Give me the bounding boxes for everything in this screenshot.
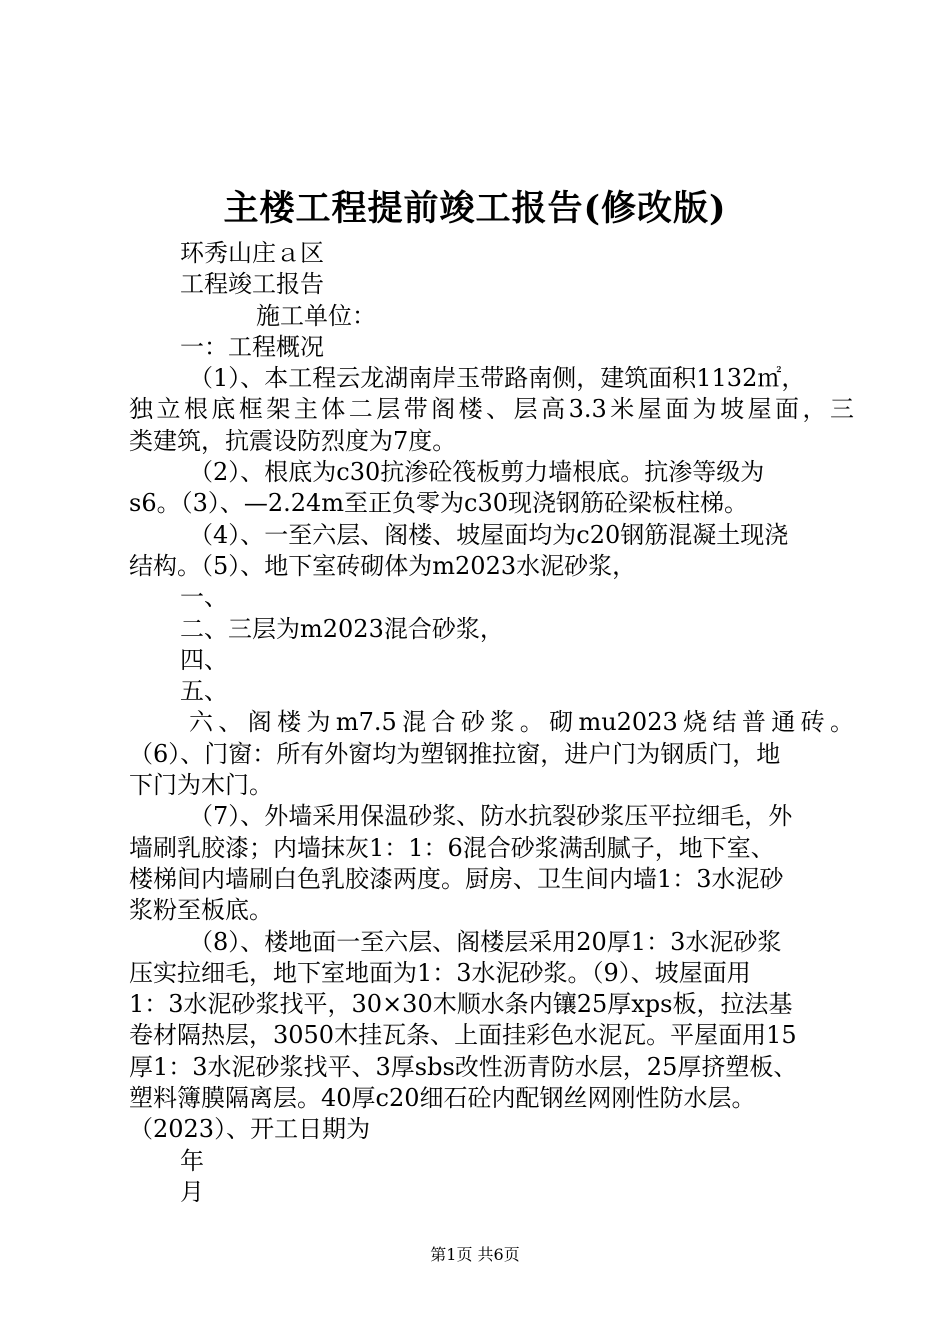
text-line: 塑料簿膜隔离层。40厚c20细石砼内配钢丝网刚性防水层。 [129, 1084, 756, 1113]
text-line: 厚1：3水泥砂浆找平、3厚sbs改性沥青防水层，25厚挤塑板、 [129, 1052, 798, 1081]
text-line: 结构。（5）、地下室砖砌体为m2023水泥砂浆， [129, 551, 637, 580]
text-line: 墙刷乳胶漆；内墙抹灰1：1：6混合砂浆满刮腻子，地下室、 [129, 833, 775, 862]
text-line: 卷材隔热层，3050木挂瓦条、上面挂彩色水泥瓦。平屋面用15 [129, 1021, 797, 1050]
text-line: 独立根底框架主体二层带阁楼、层高3.3米屋面为坡屋面，三 [129, 395, 854, 424]
text-line: 压实拉细毛，地下室地面为1：3水泥砂浆。（9）、坡屋面用 [129, 958, 751, 987]
text-line: 月 [180, 1177, 204, 1206]
text-line: 二、三层为m2023混合砂浆， [180, 614, 504, 643]
text-line: s6。（3）、—2.24m至正负零为c30现浇钢筋砼梁板柱梯。 [129, 489, 749, 518]
text-line: 1：3水泥砂浆找平，30×30木顺水条内镶25厚xps板，拉法基 [129, 990, 793, 1019]
text-line: （2）、根底为c30抗渗砼筏板剪力墙根底。抗渗等级为 [189, 458, 765, 487]
text-line: 四、 [180, 645, 228, 674]
text-line: 年 [180, 1146, 204, 1175]
page-number-footer: 第1页 共6页 [430, 1245, 520, 1264]
text-line: 一、 [180, 583, 228, 612]
document-body [129, 238, 854, 1208]
text-line: 类建筑，抗震设防烈度为7度。 [129, 426, 457, 455]
text-line: （1）、本工程云龙湖南岸玉带路南侧，建筑面积1132㎡， [189, 364, 806, 393]
text-line: 下门为木门。 [129, 771, 273, 800]
text-line: 施工单位： [256, 301, 376, 330]
text-line: （7）、外墙采用保温砂浆、防水抗裂砂浆压平拉细毛，外 [189, 802, 793, 831]
text-line: （4）、一至六层、阁楼、坡屋面均为c20钢筋混凝土现浇 [189, 520, 789, 549]
text-line: （8）、楼地面一至六层、阁楼层采用20厚1：3水泥砂浆 [189, 927, 782, 956]
text-line: 五、 [180, 677, 228, 706]
text-line: （2023）、开工日期为 [129, 1115, 371, 1144]
text-line: 环秀山庄ａ区 [180, 239, 324, 267]
text-line: 六、阁楼为m7.5混合砂浆。砌mu2023烧结普通砖。 [189, 708, 854, 737]
section-heading: 一：工程概况 [180, 332, 324, 361]
document-title: 主楼工程提前竣工报告(修改版) [223, 188, 727, 229]
text-line: 楼梯间内墙刷白色乳胶漆两度。厨房、卫生间内墙1：3水泥砂 [129, 864, 784, 893]
text-line: 浆粉至板底。 [129, 896, 273, 925]
text-line: （6）、门窗：所有外窗均为塑钢推拉窗，进户门为钢质门，地 [129, 739, 781, 768]
text-line: 工程竣工报告 [180, 270, 324, 299]
